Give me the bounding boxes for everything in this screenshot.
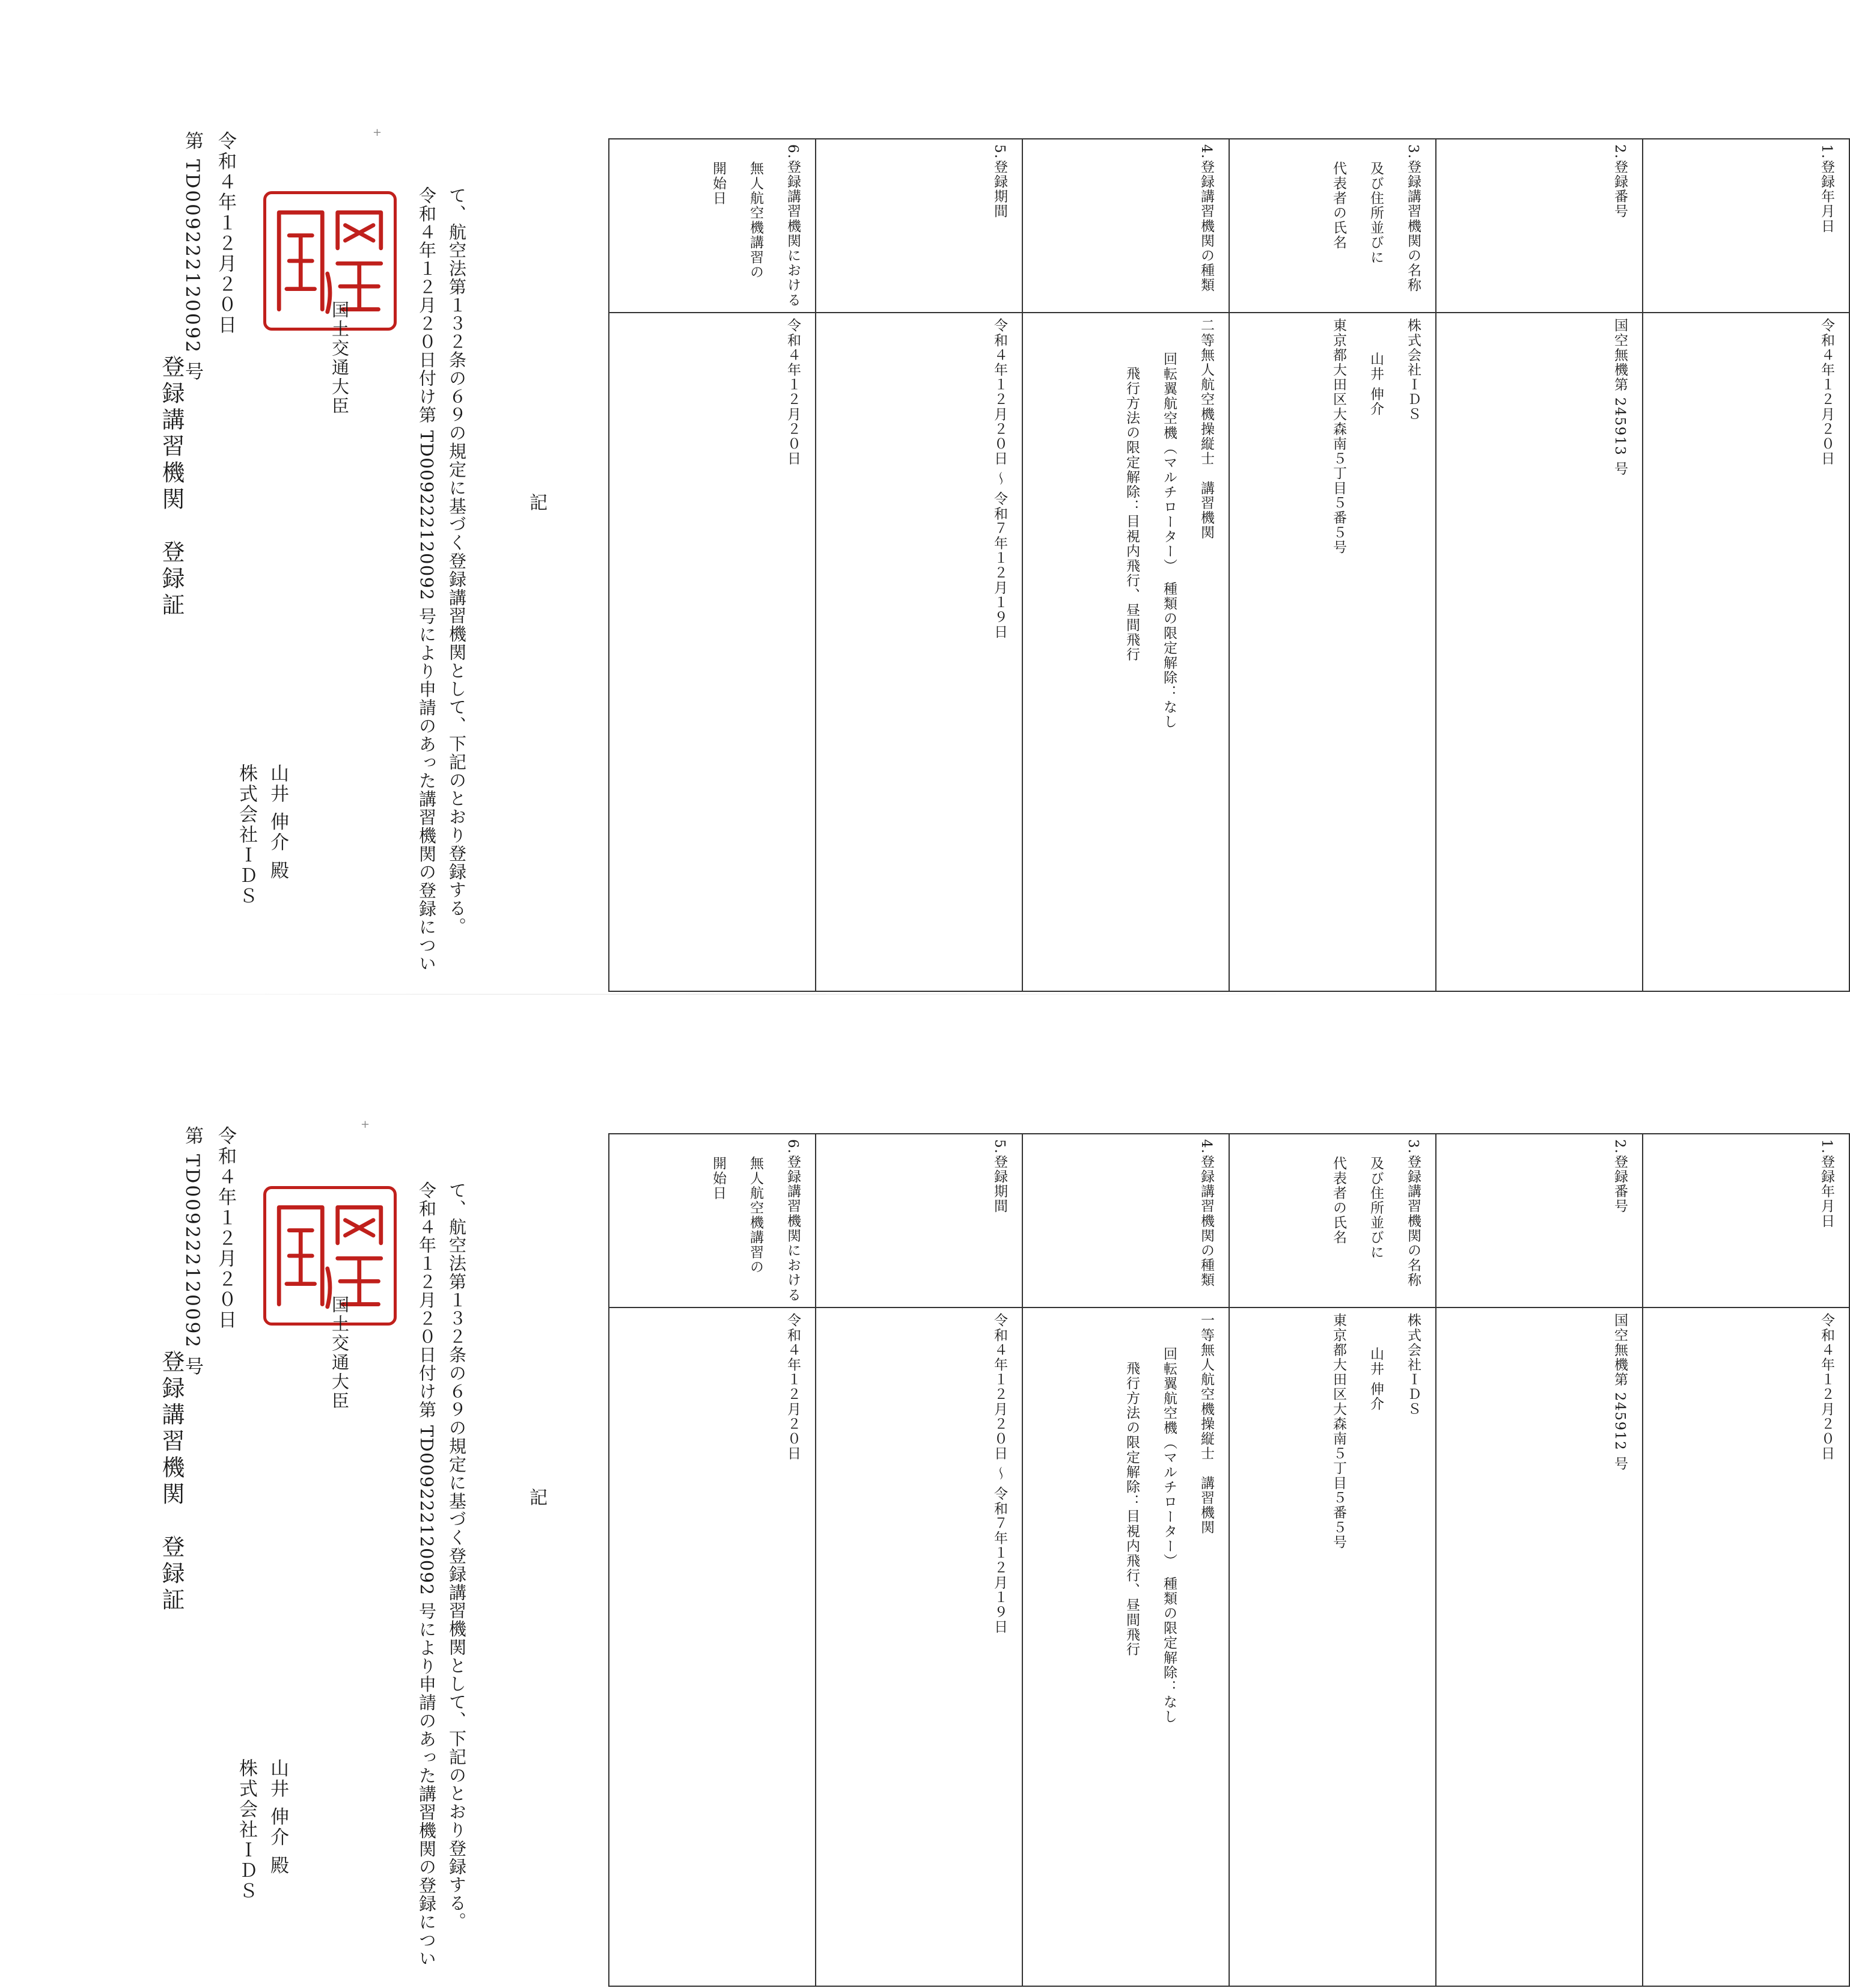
row-label: 3.登録講習機関の名称	[1405, 144, 1421, 293]
row-value: 東京都大田区大森南５丁目５番５号	[1331, 1313, 1346, 1550]
row-value: 令和４年１２月２０日	[785, 318, 801, 466]
row-value: 国空無機第 245913 号	[1612, 318, 1628, 476]
document-date: 令和４年１２月２０日	[215, 131, 236, 335]
body-text-line-1: 令和４年１２月２０日付け第 TD009222120092 号により申請のあった講習機関の登録につい	[417, 1181, 437, 1968]
row-label: 6.登録講習機関における	[785, 144, 801, 308]
row-label: 代表者の氏名	[1331, 1156, 1346, 1245]
table-row	[816, 1134, 1022, 1986]
row-label: 開始日	[710, 1156, 726, 1200]
row-value: 山井 伸介	[1368, 352, 1384, 417]
table-row	[609, 1134, 816, 1986]
document-number: 第 TD009222120092 号	[182, 131, 203, 382]
row-label: 無人航空機講習の	[748, 1156, 763, 1274]
registration-table	[608, 1133, 1850, 1987]
row-value: 二等無人航空機操縦士 講習機関	[1198, 318, 1214, 540]
row-value: 令和４年１２月２０日	[1819, 1313, 1834, 1461]
addressee-company: 株式会社ＩＤＳ	[236, 1758, 257, 1901]
row-value: 令和４年１２月２０日	[1819, 318, 1834, 466]
row-value: 令和４年１２月２０日	[785, 1313, 801, 1461]
row-value: 株式会社ＩＤＳ	[1405, 318, 1421, 422]
row-value: 飛行方法の限定解除：目視内飛行、昼間飛行	[1124, 366, 1140, 662]
document-number: 第 TD009222120092 号	[182, 1126, 203, 1377]
pencil-mark: +	[373, 126, 382, 139]
table-row	[1436, 139, 1643, 991]
issuer-title: 国土交通大臣	[329, 301, 350, 416]
certificate-bottom	[0, 995, 1834, 1987]
row-label: 5.登録期間	[992, 1139, 1007, 1214]
row-label: 無人航空機講習の	[748, 161, 763, 280]
table-row	[1022, 1134, 1229, 1986]
table-row	[1229, 1134, 1436, 1986]
table-row	[816, 139, 1022, 991]
ki-heading: 記	[526, 1488, 547, 1508]
row-value: 国空無機第 245912 号	[1612, 1313, 1628, 1471]
row-value: 令和４年１２月２０日 ～ 令和７年１２月１９日	[992, 318, 1007, 640]
table-row	[1436, 1134, 1643, 1986]
row-value: 飛行方法の限定解除：目視内飛行、昼間飛行	[1124, 1361, 1140, 1657]
row-label: 3.登録講習機関の名称	[1405, 1139, 1421, 1288]
row-label: 開始日	[710, 161, 726, 206]
row-label: 4.登録講習機関の種類	[1198, 1139, 1214, 1288]
body-text-line-2: て、航空法第１３２条の６９の規定に基づく登録講習機関として、下記のとおり登録する。	[447, 1181, 467, 1931]
certificate-title: 登録講習機関 登録証	[158, 1350, 185, 1614]
row-value: 東京都大田区大森南５丁目５番５号	[1331, 318, 1346, 555]
pencil-mark: +	[361, 1118, 370, 1131]
row-value: 株式会社ＩＤＳ	[1405, 1313, 1421, 1417]
table-row	[609, 139, 816, 991]
row-label: 2.登録番号	[1612, 1139, 1628, 1214]
body-text-line-1: 令和４年１２月２０日付け第 TD009222120092 号により申請のあった講習機関の登録につい	[417, 186, 437, 973]
addressee-name: 山井 伸介 殿	[267, 763, 288, 881]
table-row	[1643, 1134, 1849, 1986]
row-value: 回転翼航空機（マルチローター） 種類の限定解除：なし	[1161, 1347, 1177, 1725]
row-value: 山井 伸介	[1368, 1347, 1384, 1411]
row-label: 5.登録期間	[992, 144, 1007, 219]
issuer-title: 国土交通大臣	[329, 1295, 350, 1411]
row-label: 1.登録年月日	[1819, 1139, 1834, 1229]
row-value: 令和４年１２月２０日 ～ 令和７年１２月１９日	[992, 1313, 1007, 1635]
row-label: 6.登録講習機関における	[785, 1139, 801, 1303]
row-label: 4.登録講習機関の種類	[1198, 144, 1214, 293]
certificate-title: 登録講習機関 登録証	[158, 355, 185, 619]
row-label: 2.登録番号	[1612, 144, 1628, 219]
ki-heading: 記	[526, 493, 547, 513]
row-value: 回転翼航空機（マルチローター） 種類の限定解除：なし	[1161, 352, 1177, 730]
row-label: 及び住所並びに	[1368, 161, 1384, 265]
body-text-line-2: て、航空法第１３２条の６９の規定に基づく登録講習機関として、下記のとおり登録する。	[447, 186, 467, 936]
row-label: 1.登録年月日	[1819, 144, 1834, 234]
row-label: 代表者の氏名	[1331, 161, 1346, 250]
row-label: 及び住所並びに	[1368, 1156, 1384, 1260]
table-row	[1022, 139, 1229, 991]
addressee-company: 株式会社ＩＤＳ	[236, 763, 257, 907]
row-value: 一等無人航空機操縦士 講習機関	[1198, 1313, 1214, 1535]
document-date: 令和４年１２月２０日	[215, 1126, 236, 1330]
addressee-name: 山井 伸介 殿	[267, 1758, 288, 1876]
certificate-top	[0, 0, 1834, 992]
table-row	[1643, 139, 1849, 991]
registration-table	[608, 138, 1850, 992]
table-row	[1229, 139, 1436, 991]
